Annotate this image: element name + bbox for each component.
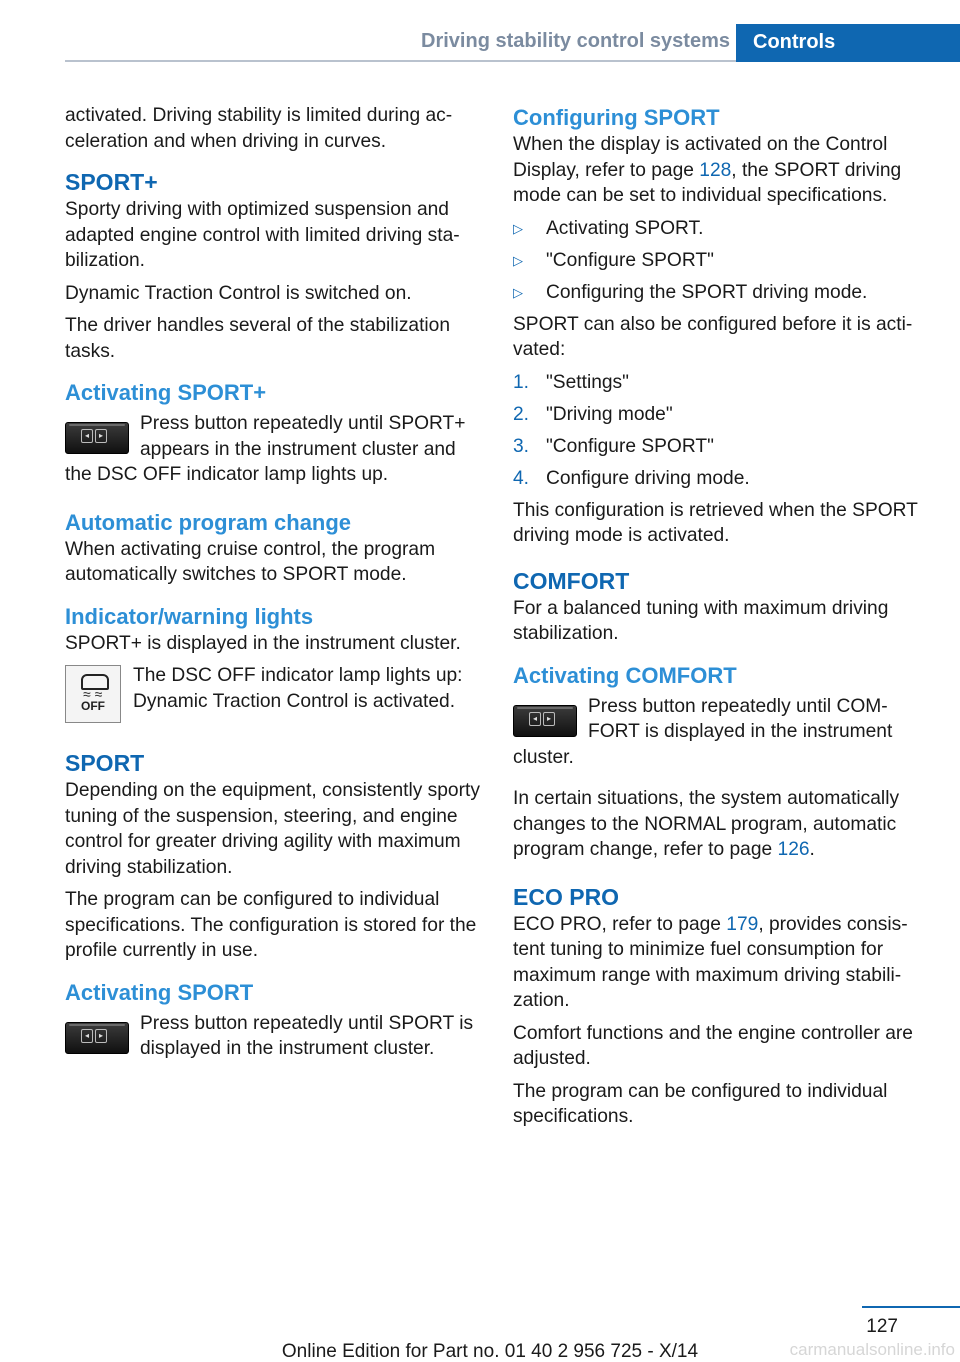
automatic-program-change-text: When activating cruise control, the program automatically switches to SPORT mode. bbox=[65, 538, 436, 585]
sport-plus-description: Sporty driving with optimized suspension and adapted engine control with limited driving sta‐bilization. bbox=[65, 199, 460, 271]
configuration-retrieved-text: This configuration is retrieved when the SPORT driving mode is activated. bbox=[513, 499, 918, 546]
sport-plus-driver-note: The driver handles several of the stabilization tasks. bbox=[65, 315, 451, 362]
activating-sport-plus-block bbox=[65, 411, 480, 488]
list-item: 3. "Configure SPORT" bbox=[513, 435, 714, 457]
driving-mode-button-icon: ◂ ▸ bbox=[65, 420, 129, 454]
indicator-warning-lights-heading: Indicator/warning lights bbox=[65, 603, 314, 629]
eco-pro-description: ECO PRO, refer to page 179, provides consis‐tent tuning to minimize fuel consumption for maximum range with maximum driving stabili‐zation. bbox=[513, 913, 908, 1011]
activating-comfort-text: Press button repeatedly until COM‐FORT is displayed in the instrument cluster. bbox=[513, 695, 893, 768]
eco-pro-comfort-functions: Comfort functions and the engine controller are adjusted. bbox=[513, 1022, 913, 1069]
chapter-tab-label: Controls bbox=[753, 31, 836, 53]
comfort-heading: COMFORT bbox=[513, 567, 630, 594]
sport-plus-heading: SPORT+ bbox=[65, 169, 158, 195]
bullet-triangle-icon: ▷ bbox=[513, 284, 523, 300]
footer-divider bbox=[862, 1306, 960, 1308]
page-link-128[interactable]: 128 bbox=[699, 159, 732, 181]
page-link-179[interactable]: 179 bbox=[726, 913, 759, 935]
list-item: 2. "Driving mode" bbox=[513, 403, 673, 425]
sport-description: Depending on the equipment, consistently sporty tuning of the suspension, steering, and engine control for greater driving agility with maximum driving stabilization. bbox=[65, 780, 480, 878]
list-item: ▷ Configuring the SPORT driving mode. bbox=[513, 280, 930, 306]
right-column bbox=[513, 103, 930, 1137]
bullet-triangle-icon: ▷ bbox=[513, 252, 523, 268]
configure-steps-list bbox=[513, 216, 930, 306]
intro-paragraph: activated. Driving stability is limited during ac‐celeration and when driving in curves. bbox=[65, 105, 453, 152]
sport-configuration-note: The program can be configured to individual specifications. The configuration is stored for the profile currently in use. bbox=[65, 889, 477, 961]
activating-comfort-heading: Activating COMFORT bbox=[513, 662, 737, 688]
dsc-off-indicator-icon: ≈ ≈ OFF bbox=[65, 665, 121, 723]
eco-pro-configuration-note: The program can be configured to individual specifications. bbox=[513, 1080, 888, 1127]
configuring-sport-heading: Configuring SPORT bbox=[513, 105, 720, 130]
sport-heading: SPORT bbox=[65, 750, 145, 776]
automatic-program-change-heading: Automatic program change bbox=[65, 509, 352, 535]
header-section-title: Driving stability control systems bbox=[421, 30, 730, 52]
header-divider bbox=[65, 60, 736, 62]
page-number: 127 bbox=[866, 1316, 898, 1337]
header-chapter-tab bbox=[736, 24, 960, 62]
activating-sport-heading: Activating SPORT bbox=[65, 979, 254, 1005]
list-item: ▷ Activating SPORT. bbox=[513, 216, 930, 242]
watermark: carmanualsonline.info bbox=[789, 1340, 955, 1359]
page-link-126[interactable]: 126 bbox=[777, 839, 810, 860]
configuring-sport-text: When the display is activated on the Control Display, refer to page 128, the SPORT driving mode can be set to individual specifications. bbox=[513, 134, 902, 206]
list-item: ▷ "Configure SPORT" bbox=[513, 248, 930, 274]
footer-edition-text: Online Edition for Part no. 01 40 2 956 725 - X/14 bbox=[281, 1341, 699, 1362]
comfort-auto-change-text: In certain situations, the system automatically changes to the NORMAL program, automatic program change, refer to page 126. bbox=[513, 788, 900, 860]
indicator-sport-plus-text: SPORT+ is displayed in the instrument cluster. bbox=[65, 632, 461, 654]
driving-mode-button-icon: ◂ ▸ bbox=[65, 1020, 129, 1054]
eco-pro-heading: ECO PRO bbox=[513, 883, 620, 910]
dsc-off-indicator-block bbox=[65, 663, 480, 725]
left-column bbox=[65, 103, 480, 1062]
activating-sport-block bbox=[65, 1011, 480, 1062]
bullet-triangle-icon: ▷ bbox=[513, 220, 523, 236]
dsc-off-indicator-text: The DSC OFF indicator lamp lights up: Dynamic Traction Control is activated. bbox=[133, 665, 463, 712]
list-item: 1. "Settings" bbox=[513, 371, 629, 393]
driving-mode-button-icon: ◂ ▸ bbox=[513, 703, 577, 737]
configure-before-activation-text: SPORT can also be configured before it is acti‐vated: bbox=[513, 313, 913, 360]
sport-plus-dtc-note: Dynamic Traction Control is switched on. bbox=[65, 282, 412, 304]
comfort-description: For a balanced tuning with maximum driving stabilization. bbox=[513, 597, 889, 644]
activating-sport-plus-text: Press button repeatedly until SPORT+ appears in the instrument cluster and the DSC OFF indicator lamp lights up. bbox=[65, 413, 466, 485]
activating-comfort-block bbox=[513, 694, 930, 771]
list-item: 4. Configure driving mode. bbox=[513, 467, 750, 489]
activating-sport-text: Press button repeatedly until SPORT is displayed in the instrument cluster. bbox=[140, 1012, 474, 1059]
configure-numbered-list bbox=[513, 370, 930, 492]
activating-sport-plus-heading: Activating SPORT+ bbox=[65, 380, 267, 405]
